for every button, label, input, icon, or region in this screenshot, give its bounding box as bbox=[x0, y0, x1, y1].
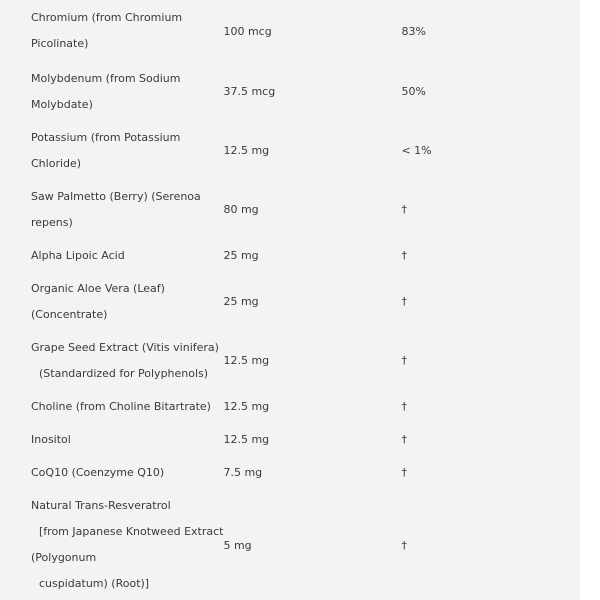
ingredient-daily-value: † bbox=[401, 538, 407, 552]
ingredient-amount: 5 mg bbox=[223, 538, 252, 552]
ingredient-name: Organic Aloe Vera (Leaf) (Concentrate) bbox=[31, 281, 165, 321]
ingredient-name: Grape Seed Extract (Vitis vinifera) (Standardized for Polyphenols) bbox=[31, 340, 219, 380]
ingredient-name: Alpha Lipoic Acid bbox=[31, 248, 125, 262]
ingredient-amount: 7.5 mg bbox=[223, 466, 263, 479]
ingredient-name: CoQ10 (Coenzyme Q10) bbox=[31, 465, 165, 479]
ingredient-name: Natural Trans-Resveratrol [from Japanese Knotweed Extract (Polygonum cuspidatum) (Root)] bbox=[31, 499, 224, 590]
ingredient-name: Chromium (from Chromium Picolinate) bbox=[31, 11, 183, 50]
ingredient-amount: 100 mcg bbox=[223, 24, 272, 38]
ingredient-amount: 25 mg bbox=[223, 295, 259, 308]
ingredient-amount: 37.5 mcg bbox=[223, 85, 276, 98]
ingredient-amount: 12.5 mg bbox=[223, 400, 270, 413]
ingredient-daily-value: † bbox=[401, 295, 407, 308]
ingredient-name: Molybdenum (from Sodium Molybdate) bbox=[31, 71, 181, 111]
ingredient-daily-value: † bbox=[401, 203, 407, 216]
ingredient-amount: 12.5 mg bbox=[223, 354, 270, 367]
table-row bbox=[0, 456, 580, 489]
ingredient-amount: 25 mg bbox=[223, 249, 259, 262]
ingredient-amount: 80 mg bbox=[223, 203, 259, 216]
ingredient-daily-value: 50% bbox=[401, 85, 426, 98]
ingredient-name: Potassium (from Potassium Chloride) bbox=[31, 130, 181, 170]
table-row bbox=[0, 272, 580, 331]
table-row bbox=[0, 423, 580, 456]
table-row bbox=[0, 0, 580, 62]
table-row bbox=[0, 331, 580, 390]
table-row bbox=[0, 62, 580, 121]
ingredient-daily-value: † bbox=[401, 433, 407, 446]
ingredient-daily-value: † bbox=[401, 249, 407, 262]
table-row bbox=[0, 239, 580, 272]
ingredient-amount: 12.5 mg bbox=[223, 144, 270, 157]
table-row bbox=[0, 180, 580, 239]
table-row bbox=[0, 390, 580, 423]
ingredient-daily-value: † bbox=[401, 466, 407, 479]
table-row bbox=[0, 121, 580, 180]
ingredient-name: Choline (from Choline Bitartrate) bbox=[31, 399, 211, 413]
ingredient-daily-value: † bbox=[401, 400, 407, 413]
ingredient-name: Inositol bbox=[31, 432, 71, 446]
ingredient-name: Saw Palmetto (Berry) (Serenoa repens) bbox=[31, 189, 201, 229]
page-margin bbox=[580, 0, 600, 600]
table-row bbox=[0, 489, 580, 600]
ingredient-daily-value: 83% bbox=[401, 24, 426, 38]
ingredient-daily-value: < 1% bbox=[401, 144, 432, 157]
ingredient-amount: 12.5 mg bbox=[223, 433, 270, 446]
ingredient-daily-value: † bbox=[401, 354, 407, 367]
